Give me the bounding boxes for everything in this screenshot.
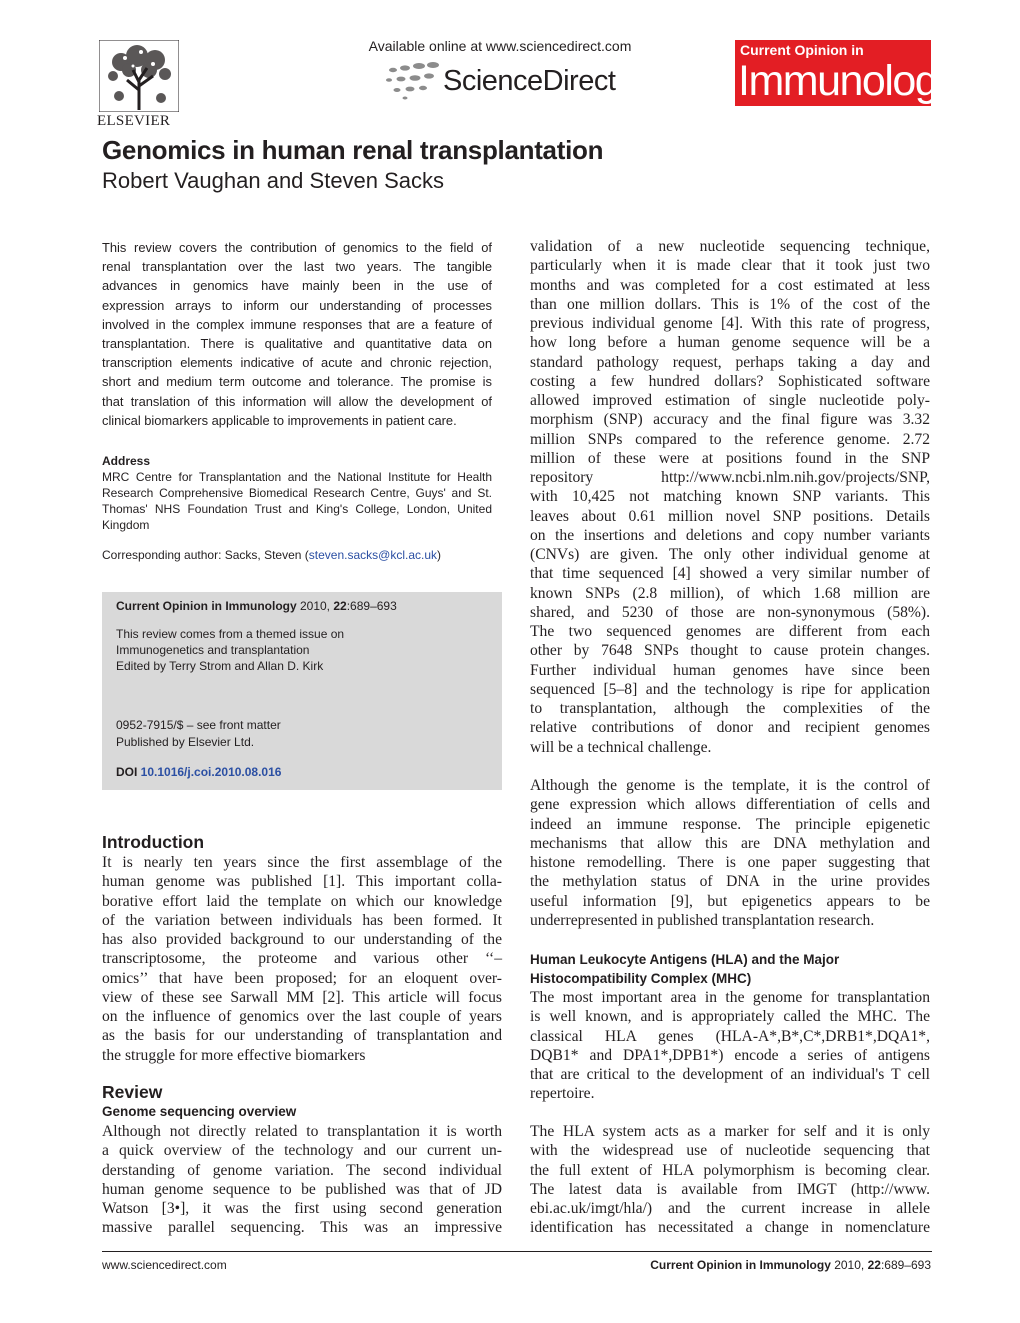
corresponding-prefix: Corresponding author: Sacks, Steven ( — [102, 548, 309, 562]
text-line: indeed an immune response. The principle epigenetic — [530, 815, 930, 833]
text-line: with 10,425 not matching known SNP variants. This — [530, 488, 930, 506]
text-line: on the influence of genomics over the last couple of years — [102, 1008, 502, 1025]
text-line: (CNVs) are given. The only other individual genome at — [530, 546, 930, 563]
text-line: that are critical to the development of an individual's T cell — [530, 1066, 930, 1083]
article-info-box — [102, 592, 502, 790]
journal-logo — [735, 40, 958, 106]
issn-line: 0952-7915/$ – see front matter — [116, 718, 281, 732]
abstract-line: that translation of this information will allow the development of — [102, 393, 492, 409]
journal-logo-line2: Immunology — [738, 57, 958, 105]
footer-website-link[interactable]: www.sciencedirect.com — [102, 1258, 227, 1272]
text-line: borative effort laid the template on which our knowledge — [102, 892, 502, 910]
text-line: It is nearly ten years since the first assemblage of the — [102, 854, 502, 871]
snp-repository-link-line[interactable]: repository http://www.ncbi.nlm.nih.gov/projects/SNP, — [530, 469, 930, 486]
text-line: relative contributions of donor and recipient genomes — [530, 719, 930, 737]
citation-pages: :689–693 — [346, 599, 397, 613]
corresponding-author — [102, 547, 441, 563]
abstract-line: This review covers the contribution of genomics to the field of — [102, 240, 492, 255]
text-line: with the widespread use of nucleotide sequencing that — [530, 1142, 930, 1160]
text-line: useful information [9], but epigenetics appears to be — [530, 892, 930, 910]
available-online-text[interactable]: Available online at www.sciencedirect.com — [368, 38, 632, 54]
hla-system-paragraph — [530, 1122, 930, 1238]
review-heading: Review — [102, 1082, 163, 1102]
doi-label: DOI — [116, 765, 141, 779]
text-line: histone remodelling. There is one paper suggesting that — [530, 854, 930, 871]
introduction-heading: Introduction — [102, 832, 205, 852]
text-line: is well known, and is appropriately called the MHC. The — [530, 1008, 930, 1026]
text-line: that time sequenced [4] showed a very similar number of — [530, 565, 930, 583]
mhc-paragraph — [530, 988, 930, 1104]
text-line: leaves about 0.61 million novel SNP positions. Details — [530, 507, 930, 525]
text-line: the full extent of HLA polymorphism is becoming clear. — [530, 1161, 930, 1179]
editors-line: Edited by Terry Strom and Allan D. Kirk — [116, 659, 324, 673]
genome-sequencing-paragraph — [102, 1122, 502, 1238]
article-title: Genomics in human renal transplantation — [102, 135, 604, 165]
abstract-line: short and medium term outcome and tolerance. The promise is — [102, 374, 492, 390]
footer-journal: Current Opinion in Immunology — [650, 1258, 831, 1272]
text-line: massive parallel sequencing. This was an impressive — [102, 1219, 502, 1237]
text-line: previous individual genome [4]. With this rate of progress, — [530, 315, 930, 332]
text-line: mechanisms that allow this are DNA methylation and — [530, 834, 930, 852]
text-line: The most important area in the genome for transplantation — [530, 989, 930, 1006]
text-line: repertoire. — [530, 1085, 595, 1103]
text-line: to transplantation, although the complexities of the — [530, 700, 930, 717]
address-line: Kingdom — [102, 518, 150, 532]
text-line: transcriptosome, the proteome and various other ‘‘– — [102, 950, 502, 968]
corresponding-suffix: ) — [437, 548, 442, 562]
text-line: The HLA system acts as a marker for self and it is only — [530, 1123, 930, 1140]
citation-year: 2010, — [296, 599, 334, 613]
genome-sequencing-heading: Genome sequencing overview — [102, 1104, 297, 1119]
abstract — [102, 238, 492, 430]
text-line: costing a few hundred dollars? Sophisticated software — [530, 372, 930, 390]
text-line: derstanding of genome variation. The second individual — [102, 1161, 502, 1179]
text-line: has also provided background to our understanding of the — [102, 931, 502, 948]
text-line: classical HLA genes (HLA-A*,B*,C*,DRB1*,DQA1*, — [530, 1027, 930, 1045]
text-line: on the insertions and deletions and copy number variants — [530, 526, 930, 544]
citation-volume: 22 — [333, 599, 347, 613]
text-line: shared, and 5230 of those are non-synonymous (58%). — [530, 603, 930, 621]
text-line: Further individual human genomes have since been — [530, 661, 930, 679]
text-line: how long before a human genome sequence will be a — [530, 334, 930, 352]
text-line: particularly when it is made clear that it took just two — [530, 257, 930, 275]
hla-heading-line1: Human Leukocyte Antigens (HLA) and the Major — [530, 952, 840, 967]
text-line: a quick overview of the technology and our current un- — [102, 1142, 502, 1160]
address-heading: Address — [102, 454, 151, 468]
epigenetics-paragraph — [530, 776, 930, 930]
text-line: sequenced [5–8] and the technology is ripe for application — [530, 680, 930, 698]
text-line: as the basis for our understanding of transplantation and — [102, 1027, 502, 1045]
footer-volume: 22 — [867, 1258, 881, 1272]
doi-line — [116, 764, 281, 780]
text-line: million SNPs compared to the reference genome. 2.72 — [530, 430, 930, 448]
text-line: identification has necessitated a change in nomenclature — [530, 1219, 930, 1237]
imgt-link-line[interactable]: The latest data is available from IMGT (http://www. — [530, 1180, 930, 1198]
text-line: DQB1* and DPA1*,DPB1*) encode a series of antigens — [530, 1046, 930, 1064]
text-line: allowed improved estimation of single nucleotide poly- — [530, 392, 930, 409]
address-line: Thomas' NHS Foundation Trust and King's College, London, United — [102, 502, 492, 516]
text-line: Although the genome is the template, it is the control of — [530, 777, 930, 794]
text-line: the methylation status of DNA in the urine provides — [530, 873, 930, 891]
text-line: Although not directly related to transplantation it is worth — [102, 1123, 502, 1140]
text-line: validation of a new nucleotide sequencing technique, — [530, 238, 930, 255]
elsevier-tree-icon — [99, 40, 179, 112]
hla-heading — [530, 950, 930, 988]
text-line: known SNPs (2.8 million), of which 1.68 million are — [530, 584, 930, 602]
citation-journal: Current Opinion in Immunology — [116, 599, 297, 613]
text-line: omics’’ that have been proposed; for an eloquent over- — [102, 969, 502, 987]
text-line: human genome was published [1]. This important colla- — [102, 873, 502, 891]
text-line: million of these were at positions found in the SNP — [530, 449, 930, 467]
theme-line: This review comes from a themed issue on — [116, 627, 345, 641]
genome-continued-paragraph — [530, 237, 930, 757]
text-line: other by 7648 SNPs thought to cause protein changes. — [530, 642, 930, 660]
text-line: gene expression which allows differentiation of cells and — [530, 796, 930, 814]
abstract-line: clinical biomarkers applicable to improvements in patient care. — [102, 412, 457, 428]
footer-year: 2010, — [830, 1258, 868, 1272]
text-line: human genome sequence to be published was that of JD — [102, 1180, 502, 1198]
text-line: morphism (SNP) accuracy and the final figure was 3.32 — [530, 411, 930, 429]
address-line: MRC Centre for Transplantation and the National Institute for Health — [102, 470, 492, 484]
text-line: of the variation between individuals has been formed. It — [102, 911, 502, 929]
text-line: months and was completed for a cost estimated at less — [530, 276, 930, 294]
text-line: the struggle for more effective biomarkers — [102, 1046, 366, 1064]
text-line: underrepresented in published transplantation research. — [530, 911, 875, 929]
address-line: Research Comprehensive Biomedical Research Centre, Guys' and St. — [102, 486, 492, 500]
text-line: view of these see Sarwall MM [2]. This article will focus — [102, 988, 502, 1006]
elsevier-logo — [97, 40, 183, 130]
abstract-line: involved in the complex immune responses that are a feature of — [102, 316, 492, 332]
publisher-line: Published by Elsevier Ltd. — [116, 735, 255, 749]
abstract-line: transcription elements indicative of acute and chronic rejection, — [102, 355, 492, 371]
elsevier-wordmark: ELSEVIER — [97, 113, 171, 129]
text-line: than one million dollars. This is 1% of the cost of the — [530, 295, 930, 313]
text-line: standard pathology request, perhaps taking a day and — [530, 353, 930, 371]
text-line: The two sequenced genomes are different from each — [530, 623, 930, 640]
abstract-line: advances in genomics have mainly been in the use of — [102, 278, 492, 294]
citation-line — [116, 598, 397, 614]
abstract-line: expression arrays to inform our understanding of processes — [102, 297, 492, 313]
sciencedirect-wordmark: ScienceDirect — [443, 65, 616, 97]
doi-link[interactable]: 10.1016/j.coi.2010.08.016 — [140, 765, 282, 779]
abstract-line: renal transplantation over the last two years. The tangible — [102, 259, 492, 275]
footer-citation — [560, 1258, 931, 1272]
footer-divider — [102, 1251, 932, 1252]
corresponding-email-link[interactable]: steven.sacks@kcl.ac.uk — [308, 548, 438, 562]
article-authors: Robert Vaughan and Steven Sacks — [102, 168, 445, 193]
imgt-link-line[interactable]: ebi.ac.uk/imgt/hla/) and the current increase in allele — [530, 1200, 930, 1217]
text-line: Watson [3•], it was the first using second generation — [102, 1200, 502, 1217]
sciencedirect-logo[interactable] — [385, 58, 645, 102]
address-block — [102, 469, 492, 533]
abstract-line: transplantation. There is qualitative and quantitative data on — [102, 335, 492, 351]
text-line: will be a technical challenge. — [530, 738, 712, 756]
journal-logo-line1: Current Opinion in — [740, 42, 864, 58]
theme-name: Immunogenetics and transplantation — [116, 643, 310, 657]
sciencedirect-dots-icon — [385, 60, 443, 100]
hla-heading-line2: Histocompatibility Complex (MHC) — [530, 971, 752, 986]
introduction-paragraph — [102, 853, 502, 1065]
footer-pages: :689–693 — [880, 1258, 931, 1272]
